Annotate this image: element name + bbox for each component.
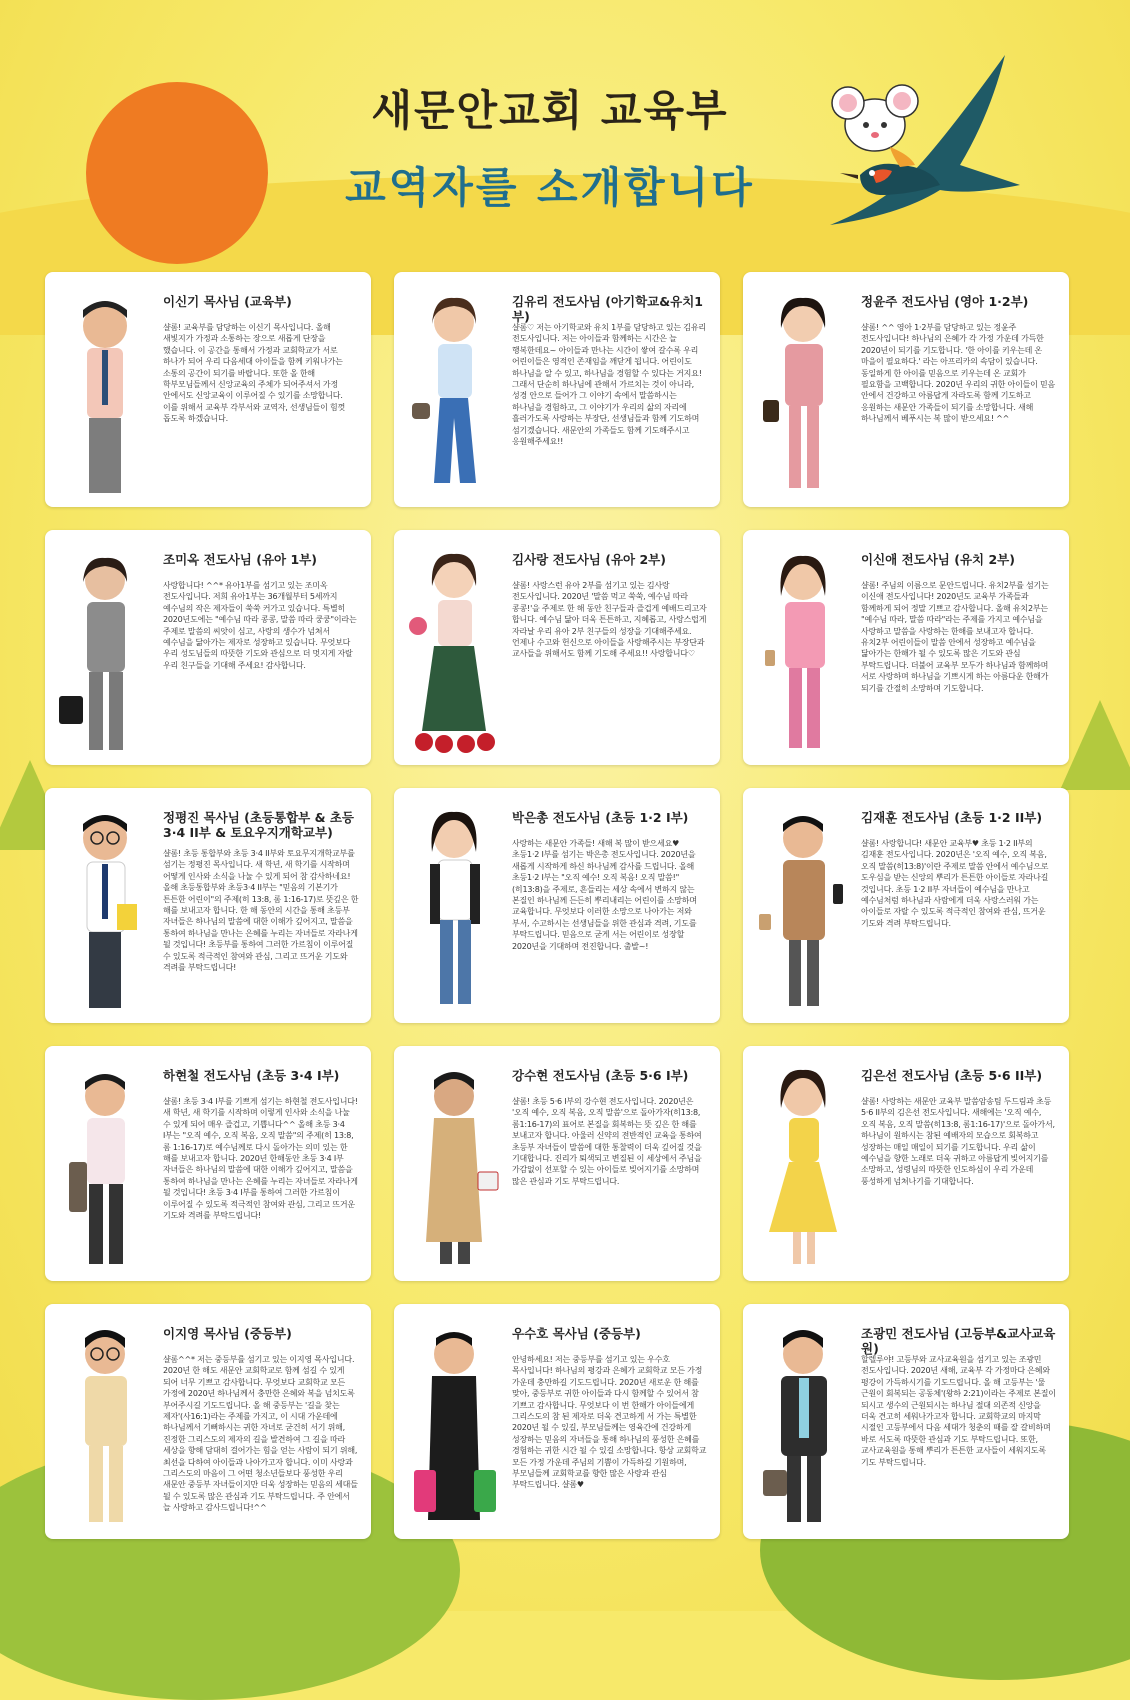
staff-caricature — [55, 546, 155, 756]
staff-caricature — [404, 288, 504, 498]
staff-name: 정윤주 전도사님 (영아 1·2부) — [861, 294, 1029, 309]
staff-name: 조광민 전도사님 (고등부&교사교육원) — [861, 1326, 1056, 1356]
staff-name: 강수현 전도사님 (초등 5·6 I부) — [512, 1068, 689, 1083]
sun-illustration — [86, 82, 268, 264]
staff-card — [45, 272, 371, 507]
staff-name: 이신애 전도사님 (유치 2부) — [861, 552, 1015, 567]
staff-name: 김재훈 전도사님 (초등 1·2 II부) — [861, 810, 1043, 825]
staff-card — [394, 1304, 720, 1539]
page-title: 새문안교회 교육부 — [371, 86, 729, 135]
staff-card — [45, 530, 371, 765]
staff-card — [743, 1046, 1069, 1281]
staff-caricature — [753, 1320, 853, 1530]
staff-message: 샬롬! 초등 통합부와 초등 3·4 II부와 토요무지개학교부를 섬기는 정평진 목사입니다. 새 학년, 새 학기를 시작하며 어떻게 인사와 소식을 나눌 수 있게 되어 참 감사하네요! 올해 초등통합부와 초등3·4 II부는 "믿음의 기본기가 튼튼한 어린이"의 주제(히 13:8, 롬 1:16-17)로 뜻깊은 한 해를 보내고자 합니다. 한 해 동안의 시간을 통해 초등부 자녀들은 하나님의 말씀에 대한 이해가 깊어지고, 말씀을 통하여 하나님을 만나는 은혜를 누리는 자녀들로 자라나게 될 것입니다! 초등부를 통하여 그러한 가르침이 이루어질 수 있도록 적극적인 참여와 관심, 그리고 뜨거운 기도와 격려를 부탁드립니다! — [163, 849, 359, 973]
staff-message: 샬롬! ^^ 영아 1·2부를 담당하고 있는 정윤주 전도사입니다! 하나님의 은혜가 각 가정 가운데 가득한 2020년이 되기를 기도합니다. '한 아이를 키우는데 온 마을이 필요하다.' 라는 아프리카의 속담이 있습니다. 동일하게 한 아이를 믿음으로 키우는데 온 교회가 필요함을 고백합니다. 2020년 우리의 귀한 아이들이 믿음 안에서 건강하고 아름답게 자라도록 함께 기도하고 응원하는 새문안 가족들이 되기를 소망합니다. 새해 하나님께서 베푸시는 복 많이 받으세요! ^^ — [861, 323, 1056, 424]
staff-card — [394, 530, 720, 765]
staff-caricature — [404, 546, 504, 756]
staff-name: 조미옥 전도사님 (유아 1부) — [163, 552, 317, 567]
staff-caricature — [753, 804, 853, 1014]
staff-message: 샬롬♡ 저는 아기학교와 유치 1부를 담당하고 있는 김유리 전도사입니다. 저는 아이들과 함께하는 시간은 늘 행복한데요~ 아이들과 만나는 시간이 쌓여 갈수록 우리 어린이들은 영적인 존재임을 깨닫게 됩니다. 어린이도 하나님을 알 수 있고, 하나님을 경험할 수 있다는 거지요! 그래서 단순히 하나님에 관해서 가르치는 것이 아니라, 성경 안으로 들어가 그 이야기 속에서 말씀하시는 하나님을 경험하고, 그 이야기가 우리의 삶의 자리에 흘러가도록 사랑하는 부장단, 선생님들과 함께 기도하며 섬기겠습니다. 새문안의 가족들도 함께 기도해주시고 응원해주세요!! — [512, 323, 706, 447]
staff-card — [743, 530, 1069, 765]
staff-message: 샬롬! 사랑합니다! 새문안 교육부♥ 초등 1·2 II부의 김재훈 전도사입니다. 2020년은 '오직 예수, 오직 복음, 오직 말씀(히13:8)'이란 주제로 말씀 안에서 예수님으로 도우심을 받는 신앙의 뿌리가 튼튼한 아이들로 자라나길 것입니다. 초등 1·2 II부 자녀들이 예수님을 만나고 예수님처럼 하나님과 사람에게 더욱 사랑스러워 가는 아이들로 자랄 수 있도록 적극적인 참여와 관심, 뜨거운 기도와 격려 부탁드립니다. — [861, 839, 1049, 928]
staff-name: 정평진 목사님 (초등통합부 & 초등 3·4 II부 & 토요우지개학교부) — [163, 810, 354, 840]
staff-message: 샬롬! 초등 3·4 I부를 기쁘게 섬기는 하현철 전도사입니다! 새 학년, 새 학기를 시작하며 이렇게 인사와 소식을 나눌 수 있게 되어 매우 즐겁고, 기쁩니다^^ 올해 초등 3·4 I부는 "오직 예수, 오직 복음, 오직 말씀"의 주제(히 13:8, 롬 1:16-17)로 예수님께로 다시 돌아가는 의미 있는 한 해를 보내고자 합니다. 2020년 한해동안 초등 3·4 I부 자녀들은 하나님의 말씀에 대한 이해가 깊어지고, 말씀을 통하여 하나님을 만나는 은혜를 누리는 자녀들로 자라나게 될 것입니다! 초등 3·4 I부를 통하여 그러한 가르침이 이루어질 수 있도록 적극적인 참여와 관심, 그리고 뜨거운 기도와 격려를 부탁드립니다! — [163, 1097, 358, 1221]
staff-card — [394, 788, 720, 1023]
staff-card — [45, 788, 371, 1023]
staff-caricature — [404, 804, 504, 1014]
staff-message: 안녕하세요! 저는 중등부를 섬기고 있는 우수호 목사입니다! 하나님의 평강과 은혜가 교회학교 모든 가정 가운데 충만하길 기도드립니다. 2020년 새로운 한 해를 맞아, 중등부로 귀한 아이들과 다시 함께할 수 있어서 참 기쁘고 감사합니다. 무엇보다 이 번 한해가 아이들에게 그리스도의 참 된 제자로 더욱 견고하게 서 가는 특별한 2020년 될 수 있길, 부모님들께는 영육간에 건강하게 성장하는 믿음의 자녀들을 통해 하나님의 풍성한 은혜를 경험하는 귀한 시간 될 수 있길 소망합니다. 항상 교회학교 모든 가정 가운데 주님의 기쁨이 가득하길 기원하며, 부모님들께 교회학교를 향한 많은 사랑과 관심 부탁드립니다. 샬롬♥ — [512, 1355, 707, 1490]
staff-caricature — [404, 1062, 504, 1272]
staff-card — [743, 272, 1069, 507]
staff-caricature — [55, 1062, 155, 1272]
staff-message: 샬롬! 사랑스런 유아 2부를 섬기고 있는 김사랑 전도사입니다. 2020년 '말씀 먹고 쑥쑥, 예수님 따라 콩콩!'을 주제로 한 해 동안 친구들과 즐겁게 예배드리고자 합니다. 예수님 닮아 더욱 튼튼하고, 지혜롭고, 사랑스럽게 자라날 우리 유아 2부 친구들의 성장을 기대해주세요. 언제나 수고와 헌신으로 아이들을 사랑해주시는 부장단과 교사들을 위해서도 함께 기도해 주세요!! 사랑합니다♡ — [512, 581, 707, 659]
staff-caricature — [753, 546, 853, 756]
staff-message: 샬롬! 사랑하는 새문안 교육부 말씀암송팀 두드림과 초등 5·6 II부의 김은선 전도사입니다. 새해에는 '오직 예수, 오직 복음, 오직 말씀(히13:8, 롬1:16-17)'으로 돌아가서, 하나님이 원하시는 참된 예배자의 모습으로 회복하고 성장하는 매일 매일이 되기를 기도합니다. 우리 삶이 예수님을 향한 노래로 더욱 귀하고 아름답게 빚어지기를 소망하고, 성령님의 따뜻한 인도하심이 우리 가운데 풍성하게 넘쳐나기를 기대합니다. — [861, 1097, 1055, 1186]
staff-caricature — [753, 288, 853, 498]
staff-card — [743, 788, 1069, 1023]
staff-message: 샬롬^^* 저는 중등부를 섬기고 있는 이지영 목사입니다. 2020년 한 해도 새문안 교회학교로 함께 섬길 수 있게 되어 너무 기쁘고 감사합니다. 무엇보다 교회학교 모든 가정에 2020년 하나님께서 충만한 은혜와 복을 넘치도록 부어주시길 기도드립니다. 올 해 중등부는 '길을 찾는 제자'(사16:1)라는 주제를 가지고, 이 시대 가운데에 하나님께서 기뻐하시는 귀한 자녀로 굳건히 서기 위해, 진정한 그리스도의 제자의 길을 발견하여 그 길을 따라 세상을 향해 담대히 걸어가는 힘을 얻는 사람이 되기 위해, 최선을 다하여 아이들과 나아가고자 합니다. 이미 사랑과 그리스도의 마음이 그 어떤 청소년들보다 풍성한 우리 새문안 중등부 자녀들이지만 더욱 성장하는 믿음의 세대들 될 수 있도록 많은 관심과 기도 부탁드립니다. 주 안에서 늘 사랑하고 감사드립니다!^^ — [163, 1355, 358, 1513]
staff-name: 이신기 목사님 (교육부) — [163, 294, 292, 309]
staff-card — [394, 1046, 720, 1281]
staff-caricature — [55, 1320, 155, 1530]
staff-message: 할렐루야! 고등부와 교사교육원을 섬기고 있는 조광민 전도사입니다. 2020년 새해, 교육부 각 가정마다 은혜와 평강이 가득하시기를 기도드립니다. 올 해 고등부는 '물 근원이 회복되는 공동체'(왕하 2:21)이라는 주제로 본질이 되시고 생수의 근원되시는 하나님 절대 의존적 신앙을 더욱 견고히 세워나가고자 합니다. 교회학교의 마지막 시절인 고등부에서 다음 세대가 청춘의 때를 잘 갈비하며 바로 서도록 따뜻한 관심과 기도 부탁드립니다. 또한, 교사교육원을 통해 뿌리가 튼튼한 교사들이 세워지도록 기도 부탁드립니다. — [861, 1355, 1056, 1467]
staff-name: 박은총 전도사님 (초등 1·2 I부) — [512, 810, 689, 825]
staff-card — [394, 272, 720, 507]
staff-message: 샬롬! 주님의 이름으로 문안드립니다. 유치2부를 섬기는 이신애 전도사입니다! 2020년도 교육부 가족들과 함께하게 되어 정말 기쁘고 감사합니다. 올해 유치2부는 "예수님 따라, 말씀 따라"라는 주제를 가지고 예수님을 사랑하고 말씀을 사랑하는 한해를 보내고자 합니다. 유치2부 어린이들이 말씀 안에서 성장하고 예수님을 닮아가는 한해가 될 수 있도록 많은 기도와 관심 부탁드립니다. 더불어 교육부 모두가 하나님과 함께하며 서로 사랑하며 하나님을 기쁘시게 하는 아름다운 한해가 되기를 간절히 소망하며 기도합니다. — [861, 581, 1049, 693]
staff-card — [743, 1304, 1069, 1539]
staff-name: 우수호 목사님 (중등부) — [512, 1326, 641, 1341]
staff-caricature — [55, 804, 155, 1014]
staff-message: 사랑합니다! ^^* 유아1부를 섬기고 있는 조미옥 전도사입니다. 저희 유아1부는 36개월부터 5세까지 예수님의 작은 제자들이 쑥쑥 커가고 있습니다. 특별히 2020년도에는 "예수님 따라 콩콩, 말씀 따라 쿵쿵"이라는 주제로 말씀의 씨앗이 심고, 사랑의 생수가 넘쳐서 예수님을 닮아가는 제자로 성장하고 있습니다. 무엇보다 우리 성도님들의 따뜻한 기도와 관심으로 더 멋지게 자랄 우리 친구들을 기대해 주세요! 감사합니다. — [163, 581, 357, 670]
staff-message: 사랑하는 새문안 가족들! 새해 복 많이 받으세요♥ 초등1·2 I부를 섬기는 박은총 전도사입니다. 2020년을 새롭게 시작하게 하신 하나님께 감사를 드립니다. 올해 초등1·2 I부는 "오직 예수! 오직 복음! 오직 말씀!"(히13:8)을 주제로, 흔들리는 세상 속에서 변하지 않는 본질인 하나님께 든든히 뿌리내리는 어린이를 소망하며 교육합니다. 무엇보다 이러한 소망으로 나아가는 저와 부서, 수고하시는 선생님들을 위한 관심과 격려, 기도를 부탁드립니다. 믿음으로 굳게 서는 어린이로 성장할 2020년을 기대하며 전진합니다. 출발~! — [512, 839, 697, 951]
staff-name: 김유리 전도사님 (아기학교&유치1부) — [512, 294, 703, 324]
staff-caricature — [404, 1320, 504, 1530]
staff-card — [45, 1046, 371, 1281]
staff-message: 샬롬! 교육부를 담당하는 이신기 목사입니다. 올해 새빛지가 가정과 소통하는 장으로 새롭게 단장을 했습니다. 이 공간을 통해서 가정과 교회학교가 서로 하나가 되어 우리 다음세대 아이들을 함께 키워나가는 소통의 공간이 되기를 바랍니다. 또한 올 한해 학부모님들께서 신앙교육의 주체가 되어주셔서 가정 안에서도 신앙교육이 이루어질 수 있기를 소망합니다. 이를 위해서 교육부 각부서와 교역자, 선생님들이 힘껏 돕도록 하겠습니다. — [163, 323, 346, 424]
staff-card — [45, 1304, 371, 1539]
staff-name: 이지영 목사님 (중등부) — [163, 1326, 292, 1341]
page-subtitle: 교역자를 소개합니다 — [345, 163, 755, 212]
staff-caricature — [55, 288, 155, 498]
tree-decoration — [1060, 700, 1130, 790]
swallow-mouse-illustration — [820, 55, 1020, 245]
staff-name: 김사랑 전도사님 (유아 2부) — [512, 552, 666, 567]
staff-name: 하현철 전도사님 (초등 3·4 I부) — [163, 1068, 340, 1083]
staff-caricature — [753, 1062, 853, 1272]
staff-message: 샬롬! 초등 5·6 I부의 강수현 전도사입니다. 2020년은 '오직 예수, 오직 복음, 오직 말씀'으로 돌아가자(히13:8, 롬1:16-17)의 표어로 본질을 회복하는 뜻 깊은 한 해를 보내고자 합니다. 아울러 신약의 전반적인 교육을 통하여 초등부 자녀들이 말씀에 대한 통찰력이 더욱 깊어질 것을 기대합니다. 진리가 퇴색되고 변질된 이 세상에서 주님을 가감없이 선포할 수 있는 아이들로 빚어지기를 소망하며 많은 관심과 기도 부탁드립니다. — [512, 1097, 702, 1186]
staff-name: 김은선 전도사님 (초등 5·6 II부) — [861, 1068, 1043, 1083]
